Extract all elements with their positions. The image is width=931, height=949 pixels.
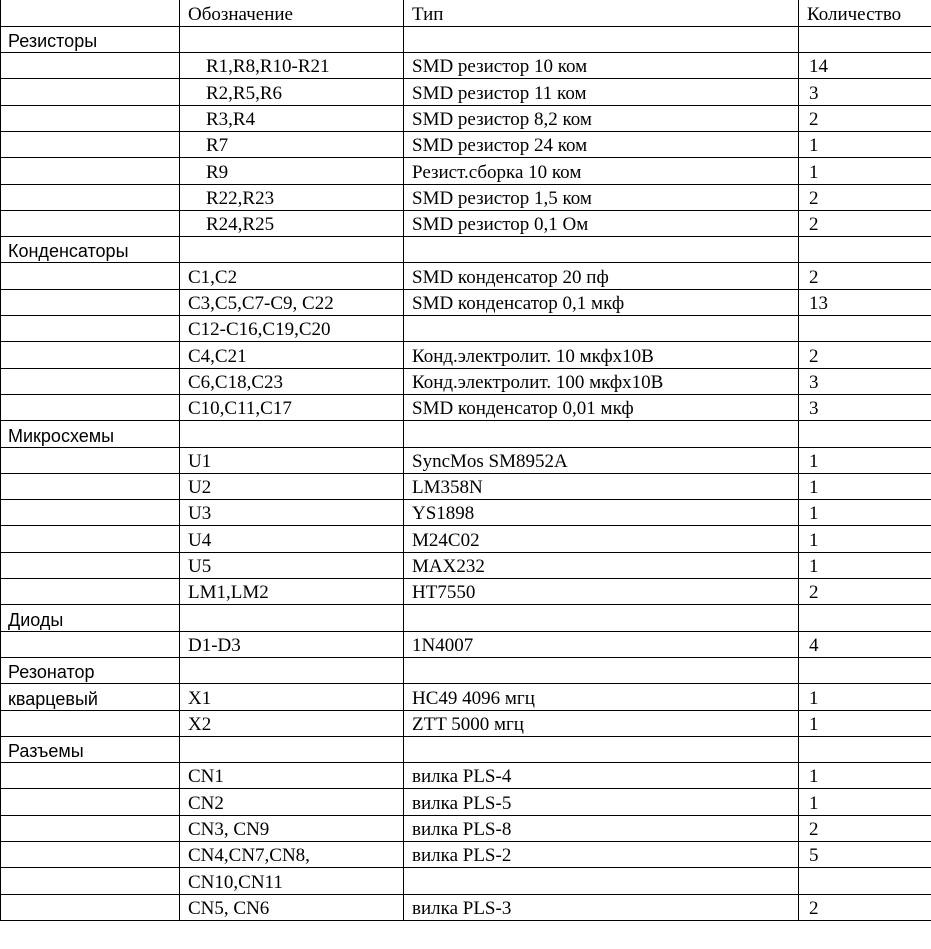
type-cell [404, 657, 799, 683]
category-cell [1, 289, 180, 315]
table-row [1, 263, 931, 289]
type-cell: Конд.электролит. 10 мкфх10В [404, 342, 799, 368]
quantity-cell: 3 [799, 368, 931, 394]
bom-table-body [1, 0, 931, 920]
table-row [1, 131, 931, 157]
designation-cell: C1,C2 [180, 263, 404, 289]
designation-cell: R22,R23 [180, 184, 404, 210]
table-row [1, 684, 931, 710]
type-cell: HT7550 [404, 579, 799, 605]
quantity-cell: 1 [799, 789, 931, 815]
type-cell: SMD резистор 24 ком [404, 131, 799, 157]
category-cell: кварцевый [1, 684, 180, 710]
type-cell: SMD резистор 11 ком [404, 79, 799, 105]
category-cell [1, 868, 180, 894]
quantity-cell: 2 [799, 342, 931, 368]
category-row [1, 657, 931, 683]
category-cell [1, 526, 180, 552]
type-cell: вилка PLS-2 [404, 842, 799, 868]
designation-cell [180, 657, 404, 683]
type-cell [404, 868, 799, 894]
designation-cell: CN10,CN11 [180, 868, 404, 894]
designation-cell: CN5, CN6 [180, 894, 404, 920]
table-row [1, 158, 931, 184]
quantity-cell: 1 [799, 526, 931, 552]
quantity-cell [799, 421, 931, 447]
header-quantity-cell: Количество [799, 0, 931, 26]
category-cell [1, 710, 180, 736]
type-cell [404, 736, 799, 762]
type-cell: ZTT 5000 мгц [404, 710, 799, 736]
designation-cell: X2 [180, 710, 404, 736]
designation-cell: C10,C11,C17 [180, 394, 404, 420]
designation-cell: C12-C16,C19,C20 [180, 316, 404, 342]
designation-cell: C6,C18,C23 [180, 368, 404, 394]
type-cell: SMD резистор 0,1 Ом [404, 210, 799, 236]
table-row [1, 631, 931, 657]
type-cell: SMD резистор 10 ком [404, 53, 799, 79]
category-cell [1, 500, 180, 526]
type-cell: SyncMos SM8952A [404, 447, 799, 473]
type-cell: LM358N [404, 473, 799, 499]
type-cell: SMD резистор 1,5 ком [404, 184, 799, 210]
category-cell [1, 158, 180, 184]
table-row [1, 53, 931, 79]
designation-cell: U2 [180, 473, 404, 499]
type-cell: Конд.электролит. 100 мкфх10В [404, 368, 799, 394]
designation-cell: CN3, CN9 [180, 815, 404, 841]
type-cell: вилка PLS-4 [404, 763, 799, 789]
category-cell [1, 631, 180, 657]
quantity-cell [799, 26, 931, 52]
quantity-cell: 4 [799, 631, 931, 657]
table-row [1, 447, 931, 473]
table-row [1, 316, 931, 342]
table-row [1, 184, 931, 210]
category-cell [1, 552, 180, 578]
quantity-cell: 14 [799, 53, 931, 79]
category-cell [1, 105, 180, 131]
type-cell: SMD резистор 8,2 ком [404, 105, 799, 131]
category-cell [1, 447, 180, 473]
quantity-cell: 1 [799, 684, 931, 710]
quantity-cell: 13 [799, 289, 931, 315]
quantity-cell: 5 [799, 842, 931, 868]
quantity-cell: 1 [799, 500, 931, 526]
designation-cell: U4 [180, 526, 404, 552]
table-row [1, 289, 931, 315]
quantity-cell: 1 [799, 473, 931, 499]
type-cell: M24C02 [404, 526, 799, 552]
designation-cell: X1 [180, 684, 404, 710]
category-row [1, 736, 931, 762]
quantity-cell: 1 [799, 710, 931, 736]
type-cell: 1N4007 [404, 631, 799, 657]
designation-cell [180, 421, 404, 447]
designation-cell: U5 [180, 552, 404, 578]
table-row [1, 394, 931, 420]
quantity-cell: 1 [799, 131, 931, 157]
type-cell [404, 605, 799, 631]
category-cell: Микросхемы [1, 421, 180, 447]
category-cell [1, 53, 180, 79]
type-cell [404, 421, 799, 447]
category-cell [1, 842, 180, 868]
quantity-cell: 2 [799, 815, 931, 841]
designation-cell: R3,R4 [180, 105, 404, 131]
designation-cell: D1-D3 [180, 631, 404, 657]
type-cell [404, 26, 799, 52]
table-row [1, 842, 931, 868]
type-cell: MAX232 [404, 552, 799, 578]
designation-cell [180, 237, 404, 263]
category-cell: Диоды [1, 605, 180, 631]
designation-cell: CN4,CN7,CN8, [180, 842, 404, 868]
category-cell [1, 473, 180, 499]
category-cell [1, 368, 180, 394]
category-cell: Разъемы [1, 736, 180, 762]
quantity-cell: 2 [799, 263, 931, 289]
header-category-cell [1, 0, 180, 26]
category-row [1, 237, 931, 263]
type-cell: Резист.сборка 10 ком [404, 158, 799, 184]
table-row [1, 342, 931, 368]
type-cell [404, 316, 799, 342]
designation-cell: U1 [180, 447, 404, 473]
category-cell [1, 789, 180, 815]
category-cell [1, 579, 180, 605]
type-cell: вилка PLS-8 [404, 815, 799, 841]
designation-cell: U3 [180, 500, 404, 526]
type-cell: вилка PLS-5 [404, 789, 799, 815]
designation-cell: C3,C5,C7-C9, C22 [180, 289, 404, 315]
designation-cell [180, 736, 404, 762]
category-cell [1, 394, 180, 420]
category-cell [1, 131, 180, 157]
header-type-cell: Тип [404, 0, 799, 26]
type-cell: вилка PLS-3 [404, 894, 799, 920]
type-cell: SMD конденсатор 0,01 мкф [404, 394, 799, 420]
category-row [1, 421, 931, 447]
header-designation-cell: Обозначение [180, 0, 404, 26]
quantity-cell [799, 605, 931, 631]
quantity-cell: 2 [799, 210, 931, 236]
quantity-cell [799, 237, 931, 263]
quantity-cell [799, 868, 931, 894]
category-row [1, 26, 931, 52]
quantity-cell: 3 [799, 79, 931, 105]
category-row [1, 605, 931, 631]
type-cell [404, 237, 799, 263]
table-row [1, 710, 931, 736]
quantity-cell: 3 [799, 394, 931, 420]
quantity-cell: 2 [799, 105, 931, 131]
table-row [1, 526, 931, 552]
table-row [1, 210, 931, 236]
type-cell: YS1898 [404, 500, 799, 526]
designation-cell: R9 [180, 158, 404, 184]
category-cell [1, 184, 180, 210]
table-row [1, 79, 931, 105]
category-cell [1, 894, 180, 920]
designation-cell: R1,R8,R10-R21 [180, 53, 404, 79]
quantity-cell: 2 [799, 184, 931, 210]
category-cell [1, 763, 180, 789]
quantity-cell [799, 316, 931, 342]
category-cell [1, 263, 180, 289]
table-row [1, 894, 931, 920]
designation-cell [180, 605, 404, 631]
category-cell [1, 316, 180, 342]
designation-cell: R2,R5,R6 [180, 79, 404, 105]
table-row [1, 789, 931, 815]
type-cell: HC49 4096 мгц [404, 684, 799, 710]
designation-cell: R7 [180, 131, 404, 157]
table-row [1, 815, 931, 841]
type-cell: SMD конденсатор 0,1 мкф [404, 289, 799, 315]
designation-cell: R24,R25 [180, 210, 404, 236]
table-row [1, 473, 931, 499]
designation-cell: C4,C21 [180, 342, 404, 368]
designation-cell: CN2 [180, 789, 404, 815]
quantity-cell [799, 657, 931, 683]
table-row [1, 105, 931, 131]
quantity-cell: 1 [799, 763, 931, 789]
category-cell: Конденсаторы [1, 237, 180, 263]
table-header-row [1, 0, 931, 26]
quantity-cell: 2 [799, 894, 931, 920]
table-row [1, 579, 931, 605]
category-cell [1, 815, 180, 841]
table-row [1, 763, 931, 789]
category-cell [1, 210, 180, 236]
table-row [1, 368, 931, 394]
quantity-cell: 1 [799, 158, 931, 184]
quantity-cell: 1 [799, 447, 931, 473]
table-row [1, 868, 931, 894]
category-cell: Резонатор [1, 657, 180, 683]
designation-cell [180, 26, 404, 52]
category-cell [1, 79, 180, 105]
category-cell: Резисторы [1, 26, 180, 52]
table-row [1, 500, 931, 526]
quantity-cell: 1 [799, 552, 931, 578]
quantity-cell [799, 736, 931, 762]
category-cell [1, 342, 180, 368]
designation-cell: LM1,LM2 [180, 579, 404, 605]
table-row [1, 552, 931, 578]
quantity-cell: 2 [799, 579, 931, 605]
designation-cell: CN1 [180, 763, 404, 789]
type-cell: SMD конденсатор 20 пф [404, 263, 799, 289]
